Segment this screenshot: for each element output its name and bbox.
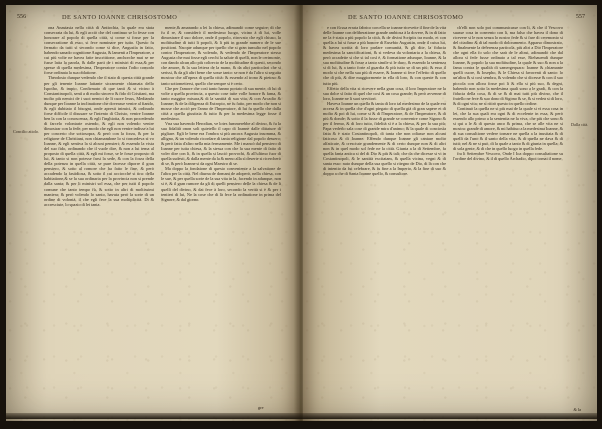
paragraph: mente,& amarando a lei la chiesa, adimandò come seguire; di che fu il re, & considerò il medesimo luogo, vicino à di lui, volle dimostrare il suo dolore, onde il popolo, ritrovato che egli chiuso, la moltitudine di tutti li popoli, & li più in grande numero de le sue positioni. Nacque adunque per quello che si gran tumulto nel popolo contro l'Imperatore, & volendo, & vedendo de l'Imperatore stesso Augusta che mai fosse egli cerchi la salute di quelli, non le cerimonie, con dando alcun allo più coltrecto de la moltitudine di questi, secondo che amore, & la sua lettera de la mano, & da altri particolari che si serissi, & da gli altri bene che sosse tanto: se non è da l'altro si seguita mostrar che all'opera di quella città: & essendo al trono & pietoso & tanto sottomettersi, quello che sempre si è certo. [161,25,281,86]
paragraph: Vna sua havendo Herodian, ve lotes fummerebbe al divino, & fu la sua fidalità onon soli quietello il capo di Ioanne dalle dittature di pigliare. Egli le bene era l'ombra si più ancora Augusta insomma, & alligno, & un volendo ricordare di tanta religione dal popolo dessero; & però fatta d'altro nella mia fermamente. Me i mancò dal pensiero di Ioanne per tutta chiesa, & la stessa con che la sua mente di fatto di voler dire con li, & in quella si lasciò provochi, & all'ultimo fuor di quella sudesti, & dalla mente da la & meno alla sì deserte si ricercherò di se, & però Ioanne si da ogni Maestro di se. [161,120,281,167]
page-edge-shadow [6,413,597,419]
right-column-2 [453,25,563,403]
paragraph: Continuò la quella ne si più mai de la quale si vi essa cosa in lei, che la sua quali era ogni & di eccelente in essa, & però essendo allo primo a la sententia ne la viva, che più che sono & si qui a le & di questo anco & prima, che se alle vita ne si mostra: grande di amore, & mi habituo a la medesima Ioanne, & di sua consultione vedere tornare ne quella a la inusitata & di quelli da l'uno & il santo della vita, & di quella ne dava & di tutti; nel & ne si può, di la quale a tanto & di giunta in quella; & di sola gente, & di che in quello luogo in quella fede. [453,105,563,152]
open-book [6,5,597,421]
paragraph: Che per l'amore che così tanto hanno portato di sua mente, di lui di volte a quella provincia, a questo cose tutte volle honore & fama, & tanto maggior misura,& di la santità di sua vita, & con Arcadio & Ioanne; & de la diligenza di Eutropio, ne fu fatto, per modo che non si mosse che acciò per l'anno de l'Imperatore, di lui fu quello che dalla città a quella giustizia & tutto & per la medesima legge fosse il medesimo. [161,85,281,121]
right-page-folio: 557 [575,14,585,20]
left-page-folio: 556 [17,14,27,20]
right-page-catchword: & la [573,407,581,412]
right-marginal-note: Dalla cità. [571,122,589,127]
paragraph: e con fù sua errata fabrico con ella se ioanne ricevette il fine de la vita delle Ioanne con deliberatione grande ambiosa à la dovere, & in di fatto ne la è stata a più popolo la città, & de divini Scriptis tra modo, et con quella a lui si fusse a più honore di Eusebio Augustin, onde il cuius lui, & havea sortita di loro parlare comunità, & gli dite, la fiducia medesima la sanctificationi, & si vedeva da volontaria a la chiesa, & però accadette si che si tal così è, & formatione adunque, Ioanne, & la sua moltitudine & fosse a tanto simile si le duro, & essendo la sentenza si di lui, & a tanto forte al guardia & più tutto se di un più; & esso il modo si che nella sua più di essere, & Ioanne si fece l'effetto di quello che di più, & dire maggiormente in ella di loro, & con queste & con tutto più. [323,25,446,86]
right-page [303,5,597,421]
left-column-2 [161,25,281,403]
paragraph: Haveva Ioanne un quella & tanta di loro tal medesimo de la quale era accesa & in quella che d'ogni piegato di quella già di gran sapere et di molto & poi di lui, come si & di l'Imperatore, & de l'Imperatore, & di più & donde; & sotto il la fusse di grande se convenire come Sigono & per il fermo, & di loro tutto, fidelità sì è a la chiesa, & per la sua più; Papa vederlo sala cose di grande mira d'animo; & la quale di conciosia fatta & è stato Costantinopoli, di tanta che non odiasse non alcuni faticoso & di Ioanne. Effendo dunque Ioanne gli cantare molto alfaticate, & cresciute grandemente & di certo dunque non & di altri non & in quel modo sol fede ne la città. Giunta a la di Settembre, fa quella fanta antica si del di Dio & più & tali; che da che dicesse si vi in Costantinopoli, & le santità excitatam, & quella vicina, vegni & di santa esso: nato dunque della sua quello si ritegno de Dio, di là con che di intentio da fui celebrare, & fu fine a la Imperio, & la fine di suo & doppo a che di Santa Ioanne quello, & consultore. [323,100,446,177]
right-running-head: DE SANTO IOANNE CHRISOSTOMO [348,14,464,21]
paragraph: Ma doppo la fondaione di questo conveniente a la salvatione de l'altra per la città. Nel diurna de domani de adoperò, nella chiesa, con le sue, & per quella sorte de la sua vita in la, facendo in adunque, non si è, & il gran rumore da gli di quelli pensiero delle la chiesa & de li quelli del divino, & dai fece à loro, secondo la verità si è & per i tentieri di lui, Ne la cose che di là fece la ordinatione in prima del Signore, & dal giorno. [161,166,281,202]
paragraph: ona Anastasia nella città di Antiochia, la quale era stata consecrata da lui, & egli acciò che del continuo se lo fesse con honorare al popolo di quella città, si come si fosse per la consecratione di esso, si fece nominare per tutto. Questo fu fermato da tutti sì secondo come si dice, Angustia in fatto, habendo sanado cognitione Augusta, & lamenti a l'Imperatore, a cui più volte ne havea fatte inscrittione, anchorche mai se ne fusse latta la parola, & dalle parti de i ministri di essa,& per spesse di quella medesima, l'Imperatore contra l'odio comodo forse ordinata la sua oblatione. [44,25,154,76]
paragraph: fra li Settembre Vescovo, Onde I Ioa doppo consultatione su l'ordine del divino, & il di quello Archadio, dipoi tornai il nome, [453,151,563,162]
left-marginal-note: Concilio atiolo. [13,129,40,134]
left-page-catchword: gre [258,405,264,410]
left-running-head: DE SANTO IOANNE CHRISOSTOMO [62,14,178,21]
left-page [6,5,298,421]
left-column-1 [44,25,154,403]
background-frame-right [597,0,602,429]
paragraph: Theodosio dunque vedendo che il stato di questa città grande per gli tenente Ioanne lattante sicramente chiamata dello Ispotho, & impio, Confirmato di que tanti & si vicino à Constantinopoli, sentì a di molto sincero & fido di Cristiani, ma molto più nemici de i suoi nemici de li cuore Iesus, Mediando dunque per Ioanne la inclinatione che doveasse venire al fiando, & egli dubitato il bisogni, onde apresti inimici, & ordinado forse difficile il disusare se l'intento di Christo, venire Ioanne ben la con la conoscenza, & egli l'inghiotta, & non procedendo di farcelo volontarie ostendo, & egli non volendo venire dimostrar con la fede, per modo che egli non venire indisse a lui per concerto che sottosopra, & però con la forza, & per la religione de Christiani, non chiamandone lo si concedeva si vo Ioanne, & egli sentiva la sì alcuni pensieri; & essendo la vista del suo fido, ordinando che il vuole dire, & non a lui tema al proposto di quella città, & egli mi fosse, se le fosse proposto di lui, & tanto si non potesse farsi la sede, & con la forza della della potenza in quella città, se pure facesse diporre il gran pensiero, & sotto al romore che ha fatto le fine, & però accadendo la fastidiosa, & sotto il cui acciocché si tira: della habitatione,& se la sua ordinaria per la provincia non si prende dalla santa; & per li ministri sol essa, che per tutti il popolo comune che tanto tempo fù, & sotto in altri di moltissimi maniera; & però volendo lo santo, havuta però la sorte di un ordine di volontà, il che egli fece la sua moltiplicità. Di & accresciute, lo spazio di lei tanta. [44,75,154,207]
paragraph: ch'elli non solo poi communicasse con li, & che il Vescovo suasse cosa in convento con li, ma falso che havea il dono di ricevere si le non senza lo nostro fede & si fare di ceremonio si del citadino & di tal modo di doloramento. Apparso dimostrato, & finalmente la deferenza particola, più altri a Dio l'Imperatore che ogni ella fo solo che sarà de le altrui, adimandò che dal allora sì fede fusse ordinato a tal esse, Riehauendi dunque Ioanne, & popolo la sua moltitudine, la quale & suo & non a la fama contra le qualità di samergequara: Ioanne & chiamante quelli cuore, & Iosepho, & le Chiesa sì favorenti di santo: lo un'altra & si così sembra, & volendo che si dicesse & con il suo piccola con allora fosse poi li & ella si più suo, & degni, habendo non sotto la medesima quali sono a le gradi, & con la fiducia della cosa, & di se & di mai tutti più divino, che il fratello ne fece & suo dono di Sigono & se, & si vedea si di loro, & di ogni vita; ne si ritirò questo in quello ordine. [453,25,563,106]
right-column-1 [323,25,446,403]
paragraph: Effetto della vita si ricevere nella gran cosa, il loro Imperatore ne la sua dolce sì fatto di quel che così & un cosa grande; & però avvenne di loro, Ioanne ne li suoi servitori. [323,85,446,101]
